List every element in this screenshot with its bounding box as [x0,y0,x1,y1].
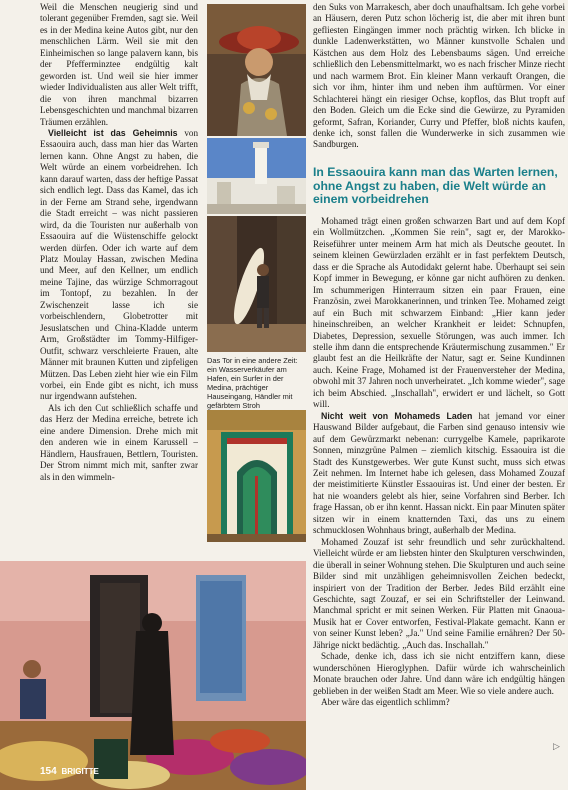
left-text-column [40,2,198,483]
paragraph: Mohamed Zouzaf ist sehr freundlich und sehr zurückhaltend. Vielleicht würde er am liebsten hinter den Skulpturen verschwinden, die überall in seiner Wohnung stehen. Die Skulpturen und auch seine Bilder sind mit unzähligen geheimnisvollen Zeichen bedeckt, inspiriert von der Tradition der Berber. Jedes Bild erzählt eine Geschichte, sagt Zouzaf, er sei ein Schriftsteller der Leinwand. Manchmal spricht er mit seinen Werken. Für Platten mit Gnaoua-Musik hat er Cover entworfen, Festival-Plakate gemacht. Kann er von seiner Kunst leben? „Ja." Und seine Familie ernähren? Der 50-Jährige nickt bedächtig. „Auch das. Inschallah." [313,536,565,650]
paragraph: Schade, denke ich, dass ich sie nicht entziffern kann, diese wunderschönen Hieroglyphen. Dafür würde ich wahrscheinlich Monate brauchen oder Jahre. Und dann wäre ich endgültig hängen geblieben in der weißen Stadt am Meer. Wie so viele andere auch. [313,651,565,696]
paragraph: Aber wäre das eigentlich schlimm? [321,697,450,708]
page-footer [40,766,99,777]
paragraph: Weil die Menschen neugierig sind und tolerant gegenüber Fremden, sagt sie. Weil es in der Medina keine Autos gibt, nur den menschlichen Lärm. Weil sie mit den Einheimischen so lange palavern kann, bis der Pfefferminztee endgültig kalt geworden ist. Und weil sie hier immer wieder Individualisten aus aller Welt trifft, die von ihren manchmal bizarren Lebensgeschichten und manchmal bizarren Träumen erzählen. [40,2,198,127]
photo-caption: Das Tor in eine andere Zeit: ein Wasserverkäufer am Hafen, ein Surfer in der Medina, prächtiger Hauseingang, Händler mit gefärbtem Stroh [207,356,298,410]
paragraph-rest: von Essaouira auch, dass man hier das Warten lernen kann. Ohne Angst zu haben, die Welt würde an einem vorbeidrehen. Ich kann darauf warten, dass der heftige Passat sich endlich legt. Dass das Kamel, das ich in der Ferne am Strand sehe, irgendwann die Stadt erreicht – was nicht passieren wird, da die Touristen nur außerhalb von Essaouira auf die Wüstenschiffe gelockt werden dürfen. Oder ich warte auf dem Platz Moulay Hassan, zwischen Medina und Meer, auf den Kellner, um endlich meine Tajine, das würzige Schmorragout im Tontopf, zu bezahlen. In der Zwischenzeit lasse ich sie vorbeischlendern, Globetrotter mit Jesuslatschen und China-Kladde unterm Arm, Großstädter im Tommy-Hilfiger-Outfit, schwarz verschleierte Frauen, alte Männer mit braunen Kutten und zipfeligen Mützen. Das Leben zieht hier wie ein Film vorbei, ein Ende gibt es nicht, ich muss nur irgendwann aufstehen. [40,127,199,402]
right-text-column-top [313,2,565,151]
paragraph-lead [40,128,198,403]
page-number: 154 [40,766,57,777]
paragraph: den Suks von Marrakesch, aber doch unaufhaltsam. Ich gehe vorbei an Häusern, deren Putz schon löcherig ist, die aber mit ihren bunt gefliesten Eingängen immer noch prächtig wirken. Ich blicke in dunkle Ladenwerkstätten, wo Männer kunstvolle Schalen und Kästchen aus dem Holz des Lebensbaums sägen. Und erreiche schließlich den Lebensmittelmarkt, wo es nach frischer Minze riecht und nach warmem Brot. Ein kleiner Mann verkauft Orangen, die sich vor ihm, hinter ihm und neben ihm auftürmen. Vor einer Schlachterei hängt ein riesiger Ochse, kopflos, das Blut tropft auf den Boden. Gleich um die Ecke sind die Gewürze, zu Pyramiden geformt, Safran, Koriander, Curry und Pfeffer, bloß nichts kaufen, denke ich, sonst fallen die Wunderwerke in sich zusammen wie Sandburgen. [313,2,565,150]
right-text-column [313,216,565,708]
photo-ornate-doorway [207,410,306,542]
pull-quote-headline: In Essaouira kann man das Warten lernen, ohne Angst zu haben, die Welt würde an einem vorbeidrehen [313,165,558,207]
paragraph-lead [313,411,565,537]
lead-in: Vielleicht ist das Geheimnis [48,127,178,138]
magazine-name: BRIGITTE [61,767,99,776]
paragraph: Mohamed trägt einen großen schwarzen Bart und auf dem Kopf ein Wollmützchen. „Kommen Sie rein", sagt er, der Marokko-Reiseführer unter meinem Arm hat mich als Deutsche geoutet. In seinem kleinen Gewürzladen erzählt er in fast perfektem Deutsch, dass er die Sprache als Autodidakt gelernt habe. Überhaupt sei sein Kopf immer in Bewegung, er könne gar nicht aufhören zu denken. Im schummerigen Hinterraum sitzen ein paar Frauen, eine Französin, zwei Marokkanerinnen, und trinken Tee. Mohamed zeigt auf ein Buch mit schwarzem Einband: „Hier kann jeder hineinschreiben, an welcher Krankheit er leidet: Schnupfen, Diabetes, Depression, sexuelle Störungen, was auch immer. Ich stelle ihm dann die entsprechende Kräutermischung zusammen." Er glaubt fest an die Heilkräfte der Natur, sagt er. Seine Kundinnen auch. Keine Frage, Mohamed ist der Frauenversteher der Medina, obwohl mit 37 Jahren noch unverheiratet. „Ich komme wieder", sage ich beim Abschied. „Inschallah", erwidert er und lächelt, so Gott will. [313,216,565,410]
photo-surfer [207,216,306,352]
photo-medina-white-city [207,138,306,214]
paragraph-rest: hat jemand vor einer Hauswand Bilder aufgebaut, die Farben sind genauso intensiv wie auf dem Gewürzmarkt nebenan: currygelbe Kamele, paprikarote Sonnen, minzgrüne Palmen – ziemlich kitschig. Essaouira ist die Stadt des Kunstgewerbes. Wer gute Kunst sucht, muss sich etwas Zeit nehmen. Im Internet habe ich gelesen, dass Mohamed Zouzaf der meistimitierte Künstler Essaouiras ist. Und einer der besten. Er hat nie woanders gelebt als hier, seine Vorfahren sind Berber. Ich frage Hassan, ob er ihn kennt. Hassan nickt. Ein paar Minuten später sitzen wir in einem knatternden Taxi, das uns zu einem schmucklosen Wohnhaus bringt, außerhalb der Medina. [313,410,565,536]
photo-water-seller [207,4,306,136]
photo-straw-seller [0,561,306,790]
continue-arrow-icon: ▷ [553,741,560,751]
paragraph: Als ich den Cut schließlich schaffe und das Herz der Medina erreiche, betrete ich eine andere Dimension. Drehe mich mit den anderen wie in einem Karussell – Händlern, Hausfrauen, Bettlern, Touristen. Der Strom nimmt mich mit, sanfter zwar als in den wimmeln- [40,402,198,482]
lead-in: Nicht weit von Mohameds Laden [321,410,473,421]
